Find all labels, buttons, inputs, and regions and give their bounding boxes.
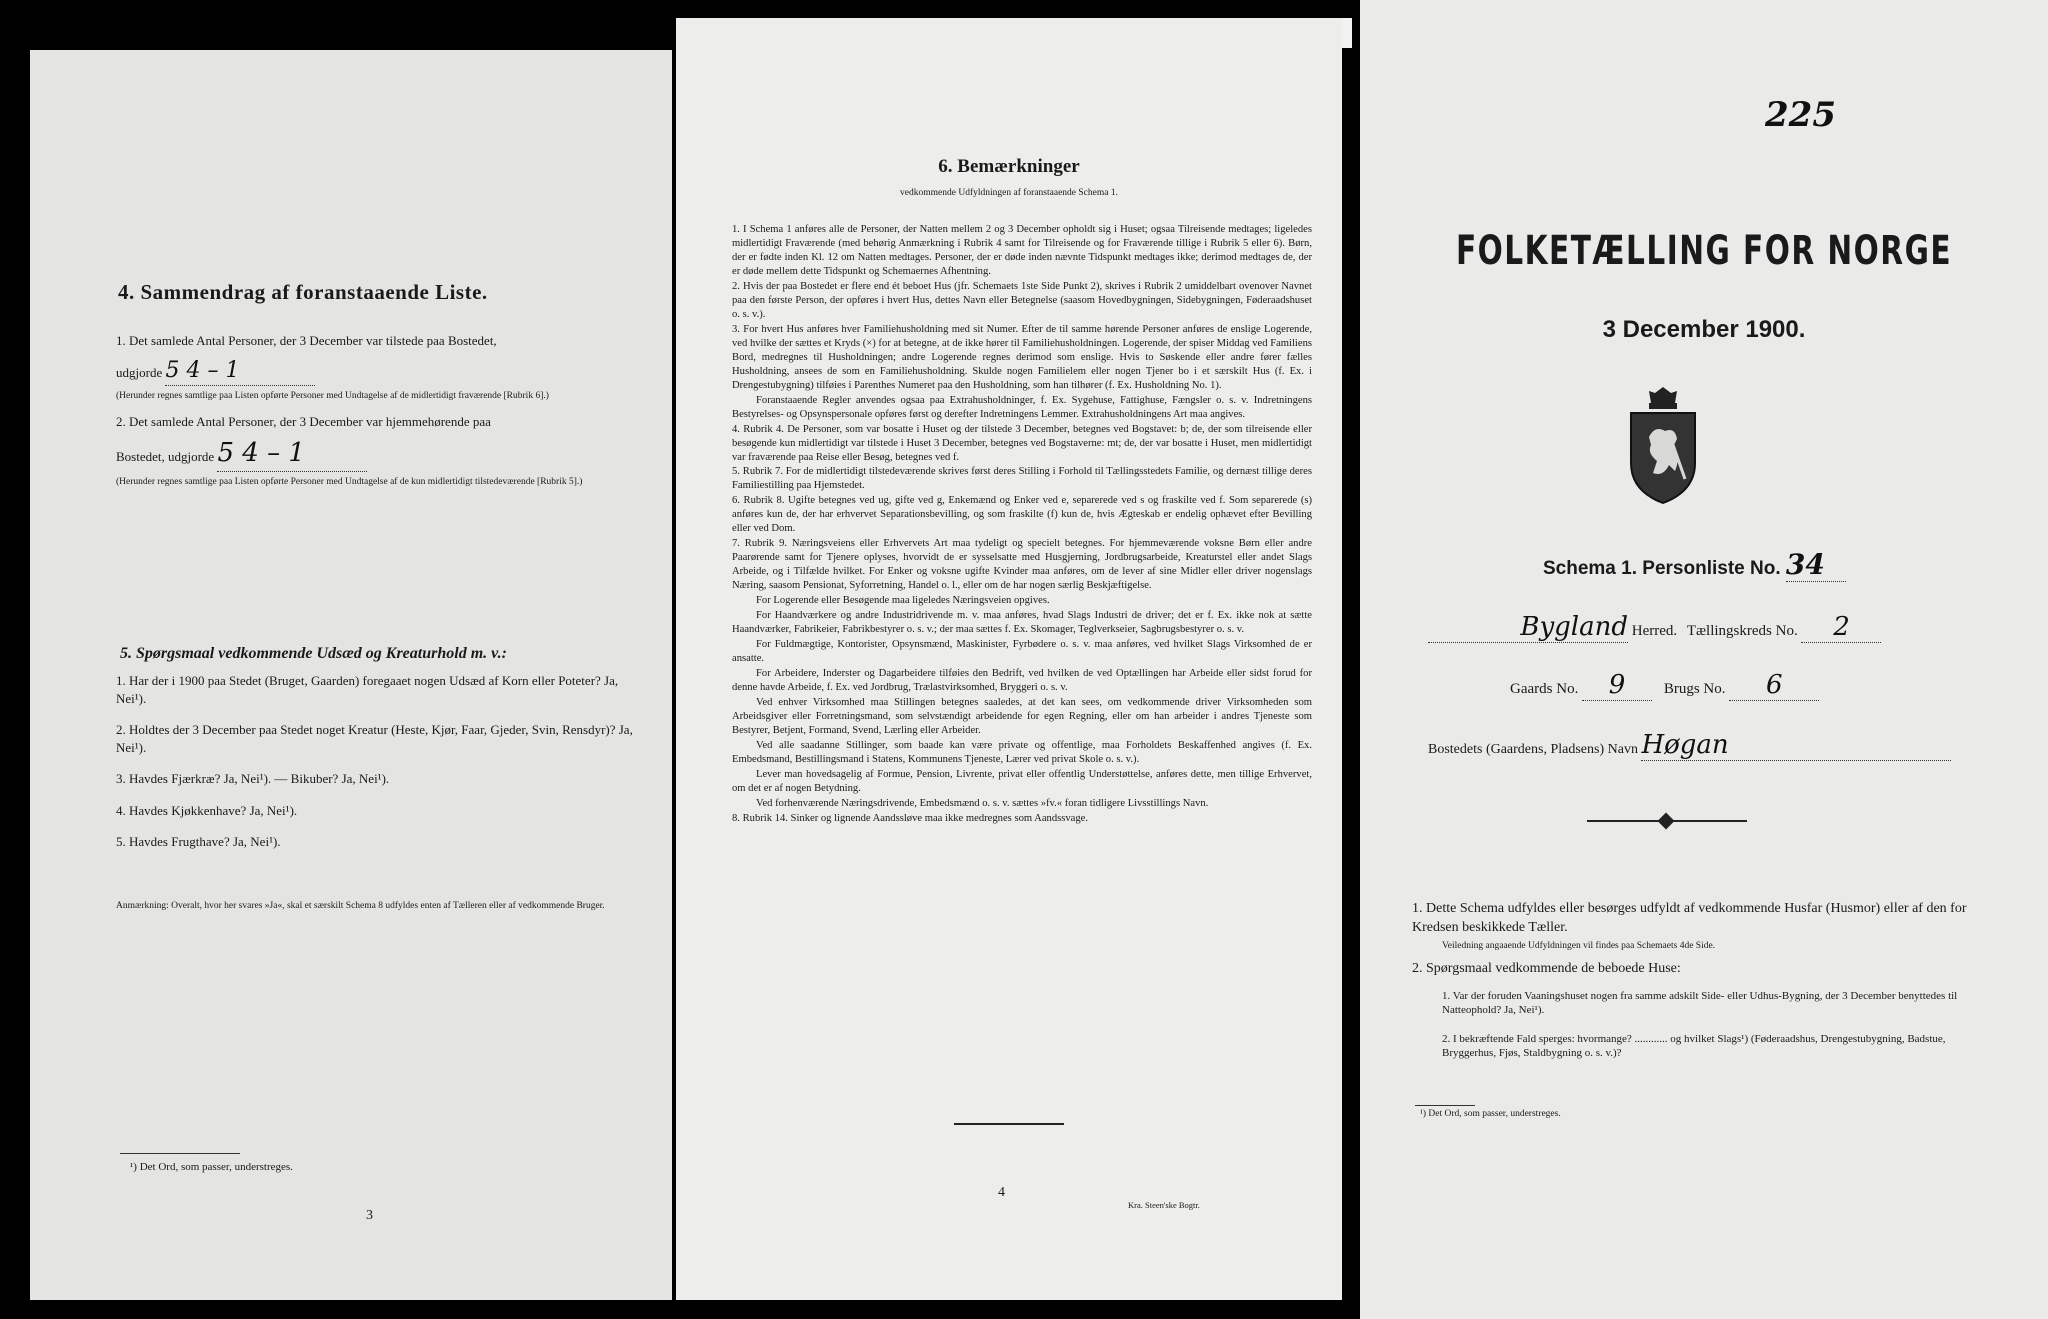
footnote-rule — [1415, 1105, 1475, 1106]
remark-paragraph: Lever man hovedsagelig af Formue, Pension, Livrente, privat eller offentlig Understøttelse, anføres dette, men tillige Erhvervet, om det er af nogen Betydning. — [732, 768, 1312, 794]
q1-value: 5 4 – 1 — [165, 356, 315, 387]
kreds-label: Tællingskreds No. — [1686, 623, 1798, 639]
footnote: ¹) Det Ord, som passer, understreges. — [130, 1161, 293, 1173]
herred-label: Herred. — [1631, 623, 1678, 639]
q2-note: (Herunder regnes samtlige paa Listen opførte Personer med Undtagelse af de kun midlertidigt tilstedeværende [Rubrik 5].) — [116, 477, 583, 488]
gaard-line — [1510, 670, 1819, 701]
q5-item-3: 3. Havdes Fjærkræ? Ja, Nei¹). — Bikuber? Ja, Nei¹). — [116, 771, 390, 787]
bosted-label: Bostedets (Gaardens, Pladsens) Navn — [1428, 742, 1638, 757]
instruction-2-2: 2. I bekræftende Fald sperges: hvormange? ............ og hvilket Slags¹) (Føderaadshus, Drengestubygning, Badstue, Bryggerhus, Fjøs, Staldbygning o. s. v.)? — [1442, 1032, 1946, 1059]
herred-line — [1428, 612, 1988, 643]
archive-number: 225 — [1765, 95, 1836, 135]
section5-title: 5. Spørgsmaal vedkommende Udsæd og Kreaturhold m. v.: — [120, 645, 507, 662]
brugs-label: Brugs No. — [1663, 681, 1726, 697]
schema-number: 34 — [1786, 548, 1846, 582]
remark-paragraph: For Haandværkere og andre Industridrivende m. v. maa anføres, hvad Slags Industri de driver; det er f. Ex. ikke nok at sætte Haandværker, Fabrikeier, Fabrikbestyrer o. s. v.; der maa sættes f. Ex. Skomager, Teglverkseier, Sagbrugsbestyrer o. s. v. — [732, 610, 1312, 636]
q5-item-2: 2. Holdtes der 3 December paa Stedet noget Kreatur (Heste, Kjør, Faar, Gjeder, Svin, Rensdyr)? Ja, Nei¹). — [116, 722, 633, 755]
schema-label: Schema 1. Personliste No. — [1543, 558, 1781, 579]
remark-paragraph: 1. I Schema 1 anføres alle de Personer, der Natten mellem 2 og 3 December opholdt sig i Huset; ogsaa Tilreisende medtages; ligeledes midlertidigt Fraværende (med behørig Anmærkning i Rubrik 4 samt for Tilreisende og for Fraværende tillige i Rubrik 5 eller 6). Børn, der er fødte inden Kl. 12 om Natten medtages. Personer, der er døde inden nævnte Tidspunkt medtages ikke; derimod medtages de, der er døde mellem dette Tidspunkt og Schemaernes Afhentning. — [732, 224, 1312, 277]
printer-imprint: Kra. Steen'ske Bogtr. — [1128, 1200, 1200, 1210]
q2-label: Bostedet, udgjorde — [116, 449, 215, 465]
gaards-label: Gaards No. — [1510, 681, 1579, 697]
q1-note: (Herunder regnes samtlige paa Listen opførte Personer med Undtagelse af de midlertidigt fraværende [Rubrik 6].) — [116, 391, 549, 402]
remark-paragraph: For Fuldmægtige, Kontorister, Opsynsmænd, Maskinister, Fyrbødere o. s. v. maa anføres, ved hvilket Slags Virksomhed de er ansatte. — [732, 639, 1312, 665]
q1-text: 1. Det samlede Antal Personer, der 3 December var tilstede paa Bostedet, — [116, 333, 497, 348]
instruction-2: 2. Spørgsmaal vedkommende de beboede Huse: — [1412, 961, 1681, 977]
remark-paragraph: Ved alle saadanne Stillinger, som baade kan være private og offentlige, maa Forholdets Beskaffenhed angives (f. Ex. Embedsmand, Bestillingsmand i Statens, Kommunens Tjeneste, Lærer ved privat Skole o. s. v.). — [732, 739, 1312, 765]
remark-paragraph: 4. Rubrik 4. De Personer, som var bosatte i Huset og der tilstede 3 December, betegnes ved Bogstavet: b; de, der som tilreisende eller besøgende kun midlertidigt var tilstede i Huset 3 December, betegnes ved Bogstaverne: mt; de, der var bosatte i Huset, men midlertidigt var fraværende paa Reise eller Besøg, betegnes ved f. — [732, 423, 1312, 463]
herred-value: Bygland — [1428, 612, 1628, 643]
remark-paragraph: Foranstaaende Regler anvendes ogsaa paa Extrahusholdninger, f. Ex. Sygehuse, Fattighuse, Fængsler o. s. v. Indretningens Bestyrelses- og Opsynspersonale opføres først og derefter Indretningens Lemmer. Extrahusholdningens Art maa angives. — [732, 394, 1312, 420]
kreds-value: 2 — [1801, 612, 1881, 643]
section4-title: 4. Sammendrag af foranstaaende Liste. — [118, 280, 488, 304]
q5-item-4: 4. Havdes Kjøkkenhave? Ja, Nei¹). — [116, 802, 298, 818]
remark-paragraph: Ved enhver Virksomhed maa Stillingen betegnes saaledes, at det kan sees, om vedkommende driver Virksomheden som Arbeidsgiver eller Forretningsmand, som selvstændigt arbeidende for egen Regning, eller om han arbeider i andres Tjeneste som Bestyrer, Betjent, Formand, Svend, Lærling eller Arbeider. — [732, 696, 1312, 736]
q2-text: 2. Det samlede Antal Personer, der 3 December var hjemmehørende paa — [116, 413, 491, 429]
footnote-rule — [120, 1153, 240, 1154]
q2-value: 5 4 – 1 — [217, 436, 367, 472]
bosted-value: Høgan — [1641, 730, 1951, 761]
coat-of-arms-icon — [1625, 387, 1701, 505]
remark-note: Anmærkning: Overalt, hvor her svares »Ja«, skal et særskilt Schema 8 udfyldes enten af Tælleren eller af vedkommende Bruger. — [116, 901, 605, 911]
remark-paragraph: 3. For hvert Hus anføres hver Familiehusholdning med sit Numer. Efter de til samme hørende Personer anføres de enslige Logerende, ved hvilke der sættes et Kryds (×) for at betegne, at de ikke hører til Familiehusholdningen. Logerende, der spiser Middag ved Familiens Bord, medregnes til Husholdningen; andre Logerende regnes derimod som enslige. Hvis to Søskende eller andre fører fælles Husholdning, ansees de som en Familiehusholdning. Skulde nogen Familielem eller nogen Tjener bo i et særskilt Hus (f. Ex. i Drengestubygning) tilføies i Parenthes Numeret paa den Husholdning, som han tilhører (f. Ex. Husholdning No. 1). — [732, 323, 1312, 391]
footnote: ¹) Det Ord, som passer, understreges. — [1420, 1109, 1561, 1119]
instructions-list — [1412, 900, 2002, 1060]
remark-paragraph: For Arbeidere, Inderster og Dagarbeidere tilføies den Bedrift, ved hvilken de ved Optællingen har Arbeide eller sidst forud for denne havde Arbeide, f. Ex. ved Jordbrug, Trælastvirksomhed, Bryggeri o. s. v. — [732, 668, 1312, 693]
remarks-body — [732, 223, 1312, 827]
divider-rule — [954, 1123, 1064, 1125]
bosted-line — [1428, 730, 1951, 761]
middle-page — [676, 18, 1342, 1300]
q5-item-1: 1. Har der i 1900 paa Stedet (Bruget, Gaarden) foregaaet nogen Udsæd af Korn eller Poteter? Ja, Nei¹). — [116, 673, 619, 706]
remark-paragraph: 8. Rubrik 14. Sinker og lignende Aandssløve maa ikke medregnes som Aandssvage. — [732, 812, 1089, 824]
census-date: 3 December 1900. — [1602, 316, 1806, 343]
page-number: 3 — [366, 1208, 373, 1223]
census-title: FOLKETÆLLING FOR NORGE — [1455, 228, 1953, 274]
left-page — [30, 50, 672, 1300]
remarks-subtitle: vedkommende Udfyldningen af foranstaaende Schema 1. — [900, 188, 1118, 198]
remark-paragraph: 5. Rubrik 7. For de midlertidigt tilstedeværende skrives først deres Stilling i Forhold til Tællingsstedets Familie, og dernæst tillige deres Familiestilling paa Hjemstedet. — [732, 466, 1312, 492]
q1-label: udgjorde — [116, 364, 163, 380]
remark-paragraph: 2. Hvis der paa Bostedet er flere end ét beboet Hus (jfr. Schemaets 1ste Side Punkt 2), skrives i Rubrik 2 umiddelbart ovenover Navnet paa den første Person, der opføres i hvert Hus, dettes Navn eller Betegnelse (saasom Hovedbygningen, Sidebygningen, Føderaadshuset o. s. v.). — [732, 280, 1312, 320]
remark-paragraph: Ved forhenværende Næringsdrivende, Embedsmænd o. s. v. sættes »fv.« foran tidligere Livsstillings Navn. — [756, 797, 1209, 809]
instruction-1-note: Veiledning angaaende Udfyldningen vil findes paa Schemaets 4de Side. — [1442, 940, 1716, 951]
instruction-2-1: 1. Var der foruden Vaaningshuset nogen fra samme adskilt Side- eller Udhus-Bygning, der 3 December benyttedes til Natteophold? Ja, Nei¹). — [1442, 990, 1958, 1017]
brugs-value: 6 — [1729, 670, 1819, 701]
summary-questions — [116, 332, 626, 489]
remark-paragraph: 7. Rubrik 9. Næringsveiens eller Erhvervets Art maa tydeligt og specielt betegnes. For hjemmeværende voksne Børn eller andre Paarørende samt for Tjenere oplyses, hvorvidt de er sysselsatte med Husgjerning, Jordbrugsarbeide, Kreaturstel eller andet Slags Arbeide, og i Tilfælde hvilket. For Enker og voksne ugifte Kvinder maa anføres, om de lever af sine Midler eller driver nogenslags Næring, saasom Pensionat, Syforretning, Handel o. l., eller om de har nogen særlig Beskjæftigelse. — [732, 538, 1312, 592]
gaards-value: 9 — [1582, 670, 1652, 701]
ornament-diamond-icon — [1658, 813, 1675, 830]
remark-paragraph: 6. Rubrik 8. Ugifte betegnes ved ug, gifte ved g, Enkemænd og Enker ved e, separerede ved s og fraskilte ved f. Som separerede (s) anføres kun de, der har erhvervet Separationsbevilling, og som fraskilte (f) kun de, hvis Ægteskab er endelig ophævet efter Bevilling eller ved Dom. — [732, 495, 1312, 535]
section5-questions — [116, 672, 636, 865]
q5-item-5: 5. Havdes Frugthave? Ja, Nei¹). — [116, 834, 281, 850]
remark-paragraph: For Logerende eller Besøgende maa ligeledes Næringsveien opgives. — [756, 595, 1050, 607]
right-page — [1360, 0, 2048, 1319]
page-number: 4 — [998, 1185, 1005, 1200]
schema-line — [1543, 548, 1846, 582]
remarks-title: 6. Bemærkninger — [938, 156, 1080, 177]
instruction-1: 1. Dette Schema udfyldes eller besørges udfyldt af vedkommende Husfar (Husmor) eller af den for Kredsen beskikkede Tæller. — [1412, 901, 1967, 935]
